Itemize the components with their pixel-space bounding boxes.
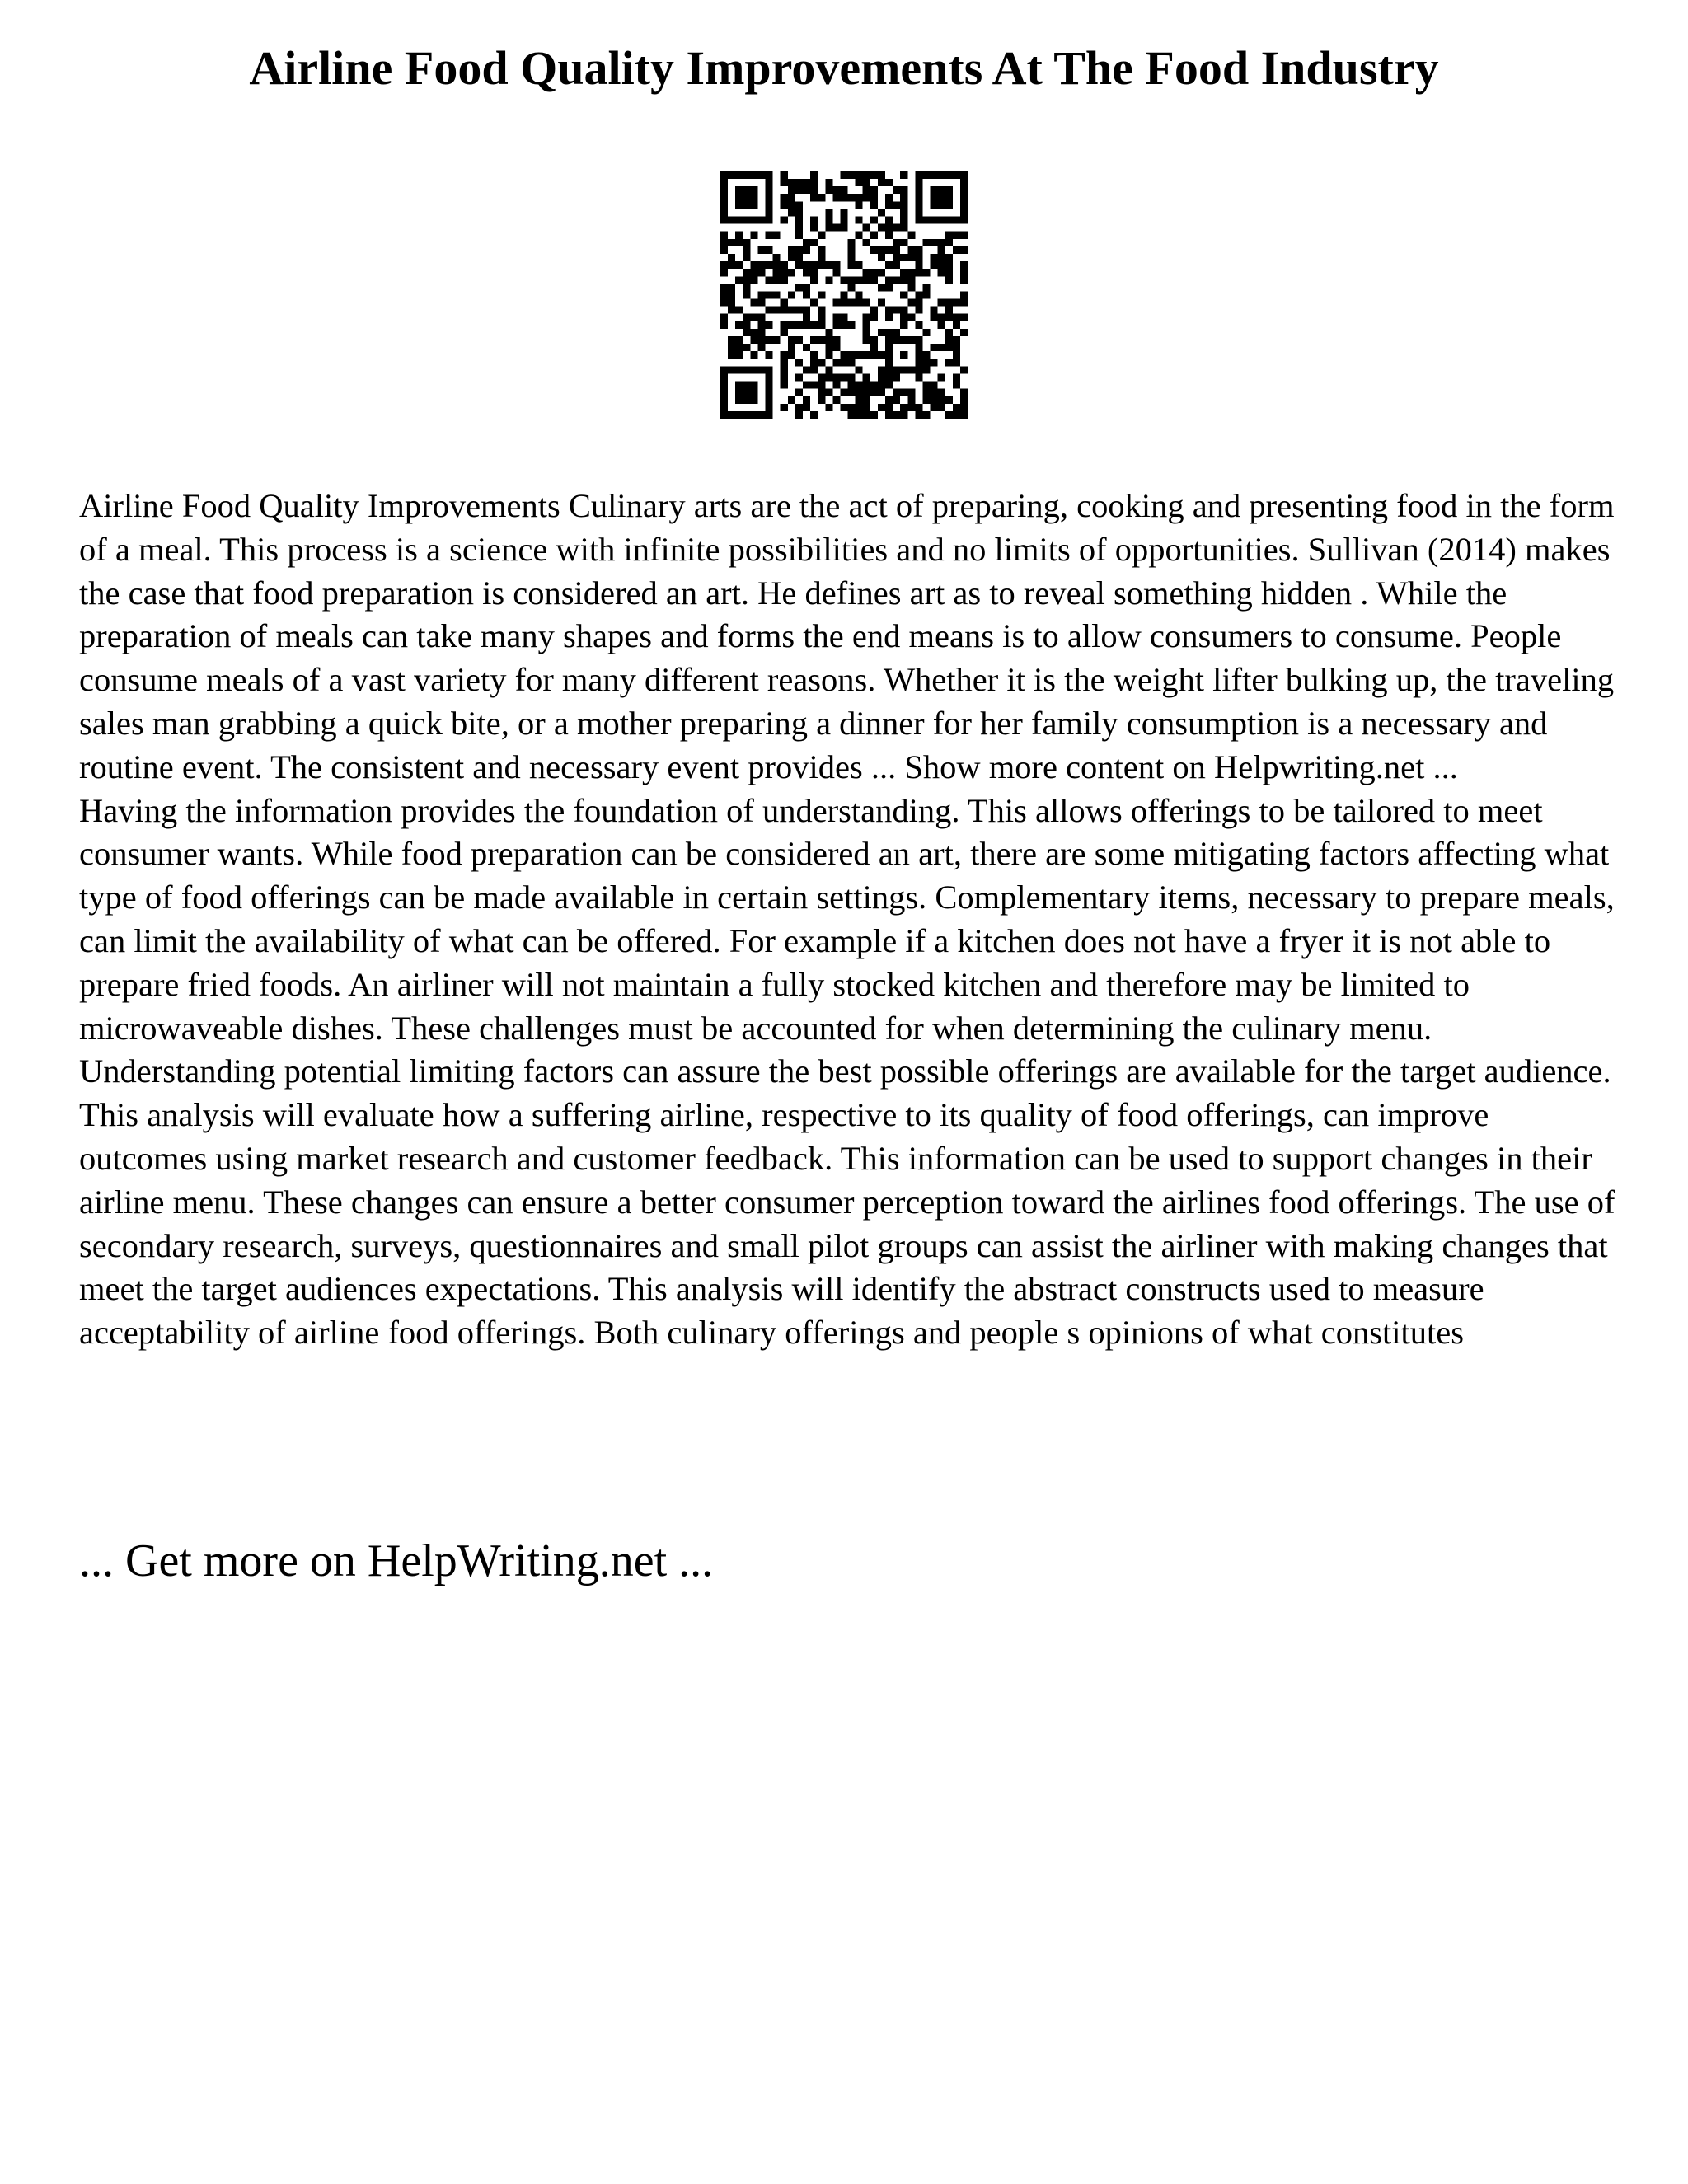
paragraph-1: Airline Food Quality Improvements Culinary arts are the act of preparing, cooking and presenting food in the form of a meal. This process is a science with infinite possibilities and no limits of opportunities. Sullivan (2014) makes the case that food preparation is considered an art. He defines art as to reveal something hidden . While the preparation of meals can take many shapes and forms the end means is to allow consumers to consume. People consume meals of a vast variety for many different reasons. Whether it is the weight lifter bulking up, the traveling sales man grabbing a quick bite, or a mother preparing a dinner for her family consumption is a necessary and routine event. The consistent and necessary event provides ... Show more content on Helpwriting.net ... [79, 487, 1615, 785]
paragraph-3: This analysis will evaluate how a suffering airline, respective to its quality of food offerings, can improve outcomes using market research and customer feedback. This information can be used to support changes in their airline menu. These changes can ensure a better consumer perception toward the airlines food offerings. The use of secondary research, surveys, questionnaires and small pilot groups can assist the airliner with making changes that meet the target audiences expectations. This analysis will identify the abstract constructs used to measure acceptability of airline food offerings. Both culinary offerings and people s opinions of what constitutes [79, 1096, 1615, 1352]
document-title: Airline Food Quality Improvements At The Food Industry [249, 41, 1439, 95]
article-body [79, 485, 1620, 1355]
qr-code-image [720, 171, 968, 419]
paragraph-2: Having the information provides the foundation of understanding. This allows offerings to be tailored to meet consumer wants. While food preparation can be considered an art, there are some mitigating factors affecting what type of food offerings can be made available in certain settings. Complementary items, necessary to prepare meals, can limit the availability of what can be offered. For example if a kitchen does not have a fryer it is not able to prepare fried foods. An airliner will not maintain a fully stocked kitchen and therefore may be limited to microwaveable dishes. These challenges must be accounted for when determining the culinary menu. Understanding potential limiting factors can assure the best possible offerings are available for the target audience. [79, 791, 1615, 1090]
get-more-link[interactable]: ... Get more on HelpWriting.net ... [79, 1535, 714, 1586]
